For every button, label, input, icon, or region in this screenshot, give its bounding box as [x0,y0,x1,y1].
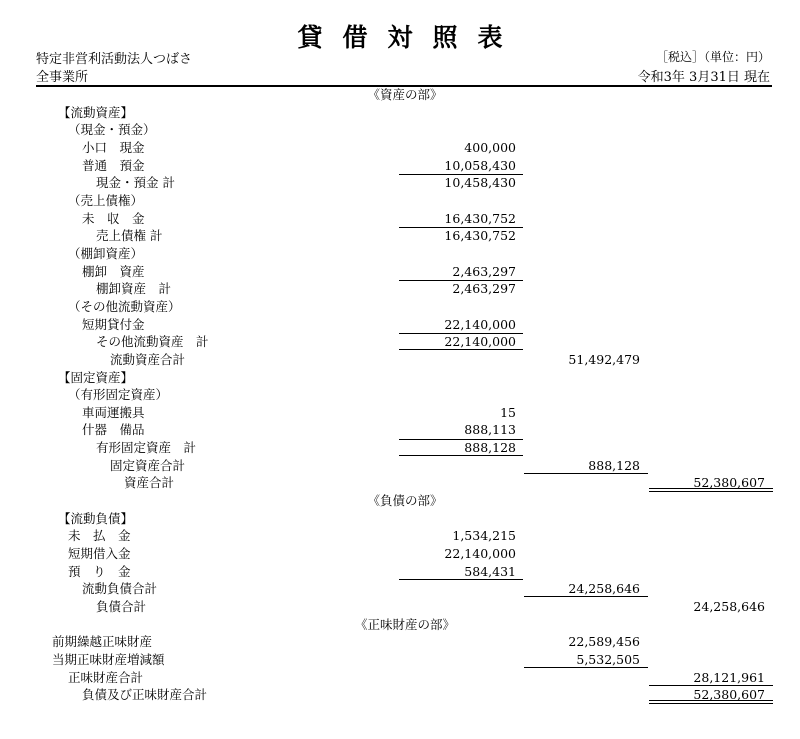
statement-row [0,598,800,616]
row-label: 【固定資産】 [58,369,134,385]
amount-c2: 24,258,646 [568,581,640,597]
statement-row [0,686,800,704]
organization-name: 特定非営利活動法人つばさ [36,52,193,67]
row-label: 前期繰越正味財産 [52,634,153,650]
statement-row [0,298,800,316]
row-label: 小口 現金 [82,139,145,155]
row-label: 現金・預金 計 [96,175,175,191]
row-label: 固定資産合計 [110,457,186,473]
statement-row [0,351,800,369]
row-label: （棚卸資産） [68,245,144,261]
statement-row [0,210,800,228]
amount-c1: 1,534,215 [452,528,516,544]
statement-row [0,527,800,545]
section-heading [0,616,800,634]
row-label: 什器 備品 [82,422,145,438]
statement-row [0,316,800,334]
statement-row [0,421,800,439]
underline [399,439,523,440]
row-label: 正味財産合計 [68,669,144,685]
row-label: 当期正味財産増減額 [52,652,165,667]
row-label: 流動資産合計 [110,351,186,367]
amount-c3: 28,121,961 [693,669,765,685]
statement-row [0,333,800,351]
as-of-date: 令和3年 3月31日 現在 [637,70,770,85]
statement-row [0,545,800,563]
statement-row [0,386,800,404]
row-label: （現金・預金） [68,122,156,138]
amount-c1: 10,458,430 [444,175,516,191]
row-label: 普通 預金 [82,157,145,173]
amount-c3: 52,380,607 [693,475,765,491]
amount-c1: 2,463,297 [452,263,516,279]
section-title: 《資産の部》 [367,87,443,102]
amount-c2: 51,492,479 [568,351,640,367]
amount-c1: 888,113 [464,422,516,438]
row-label: （有形固定資産） [68,387,169,403]
amount-c1: 400,000 [464,139,516,155]
statement-row [0,121,800,139]
balance-sheet-table [0,86,800,704]
statement-row [0,651,800,669]
row-label: 負債合計 [96,599,147,615]
amount-c2: 5,532,505 [576,652,640,667]
section-title: 《負債の部》 [367,493,443,509]
row-label: 【流動負債】 [58,510,134,526]
statement-row [0,227,800,245]
statement-row [0,439,800,457]
statement-row [0,369,800,387]
section-title: 《正味財産の部》 [354,616,455,632]
amount-c1: 22,140,000 [444,546,516,562]
statement-row [0,404,800,422]
office-name: 全事業所 [36,70,89,85]
underline [399,174,523,175]
amount-c2: 888,128 [588,457,640,473]
amount-c1: 22,140,000 [444,334,516,350]
row-label: 車両運搬具 [82,404,145,420]
row-label: 短期貸付金 [82,316,145,332]
row-label: 有形固定資産 計 [96,440,197,456]
row-label: 短期借入金 [68,546,131,562]
amount-c1: 16,430,752 [444,228,516,244]
amount-c1: 22,140,000 [444,316,516,332]
row-label: 未 収 金 [82,210,145,226]
amount-c3: 52,380,607 [693,687,765,703]
amount-c1: 2,463,297 [452,281,516,297]
underline [399,227,523,228]
row-label: 負債及び正味財産合計 [82,687,208,703]
row-label: 棚卸 資産 [82,263,145,279]
row-label: 預 り 金 [68,563,131,579]
amount-c1: 16,430,752 [444,210,516,226]
section-heading [0,492,800,510]
row-label: 売上債権 計 [96,228,163,244]
statement-row [0,174,800,192]
statement-row [0,633,800,651]
statement-row [0,263,800,281]
statement-row [0,510,800,528]
row-label: 流動負債合計 [82,581,158,597]
statement-row [0,157,800,175]
underline [399,280,523,281]
underline [399,333,523,334]
row-label: （売上債権） [68,192,144,208]
statement-row [0,669,800,687]
amount-c2: 22,589,456 [568,634,640,650]
statement-row [0,139,800,157]
statement-row [0,474,800,492]
row-label: 棚卸資産 計 [96,281,172,297]
document-title: 貸借対照表 [297,23,523,52]
row-label: 資産合計 [124,475,175,491]
amount-c1: 584,431 [464,563,516,579]
unit-note: ［税込］（単位：円） [655,50,770,64]
row-label: 【流動資産】 [58,104,134,120]
section-heading [0,86,800,104]
row-label: その他流動資産 計 [96,334,209,350]
statement-row [0,580,800,598]
statement-row [0,563,800,581]
statement-row [0,245,800,263]
row-label: （その他流動資産） [68,298,181,314]
statement-row [0,104,800,122]
amount-c1: 10,058,430 [444,157,516,173]
double-underline [649,700,773,704]
amount-c1: 15 [500,404,516,420]
statement-row [0,457,800,475]
statement-row [0,192,800,210]
statement-row [0,280,800,298]
amount-c1: 888,128 [464,440,516,456]
amount-c3: 24,258,646 [693,599,765,615]
row-label: 未 払 金 [68,528,131,544]
